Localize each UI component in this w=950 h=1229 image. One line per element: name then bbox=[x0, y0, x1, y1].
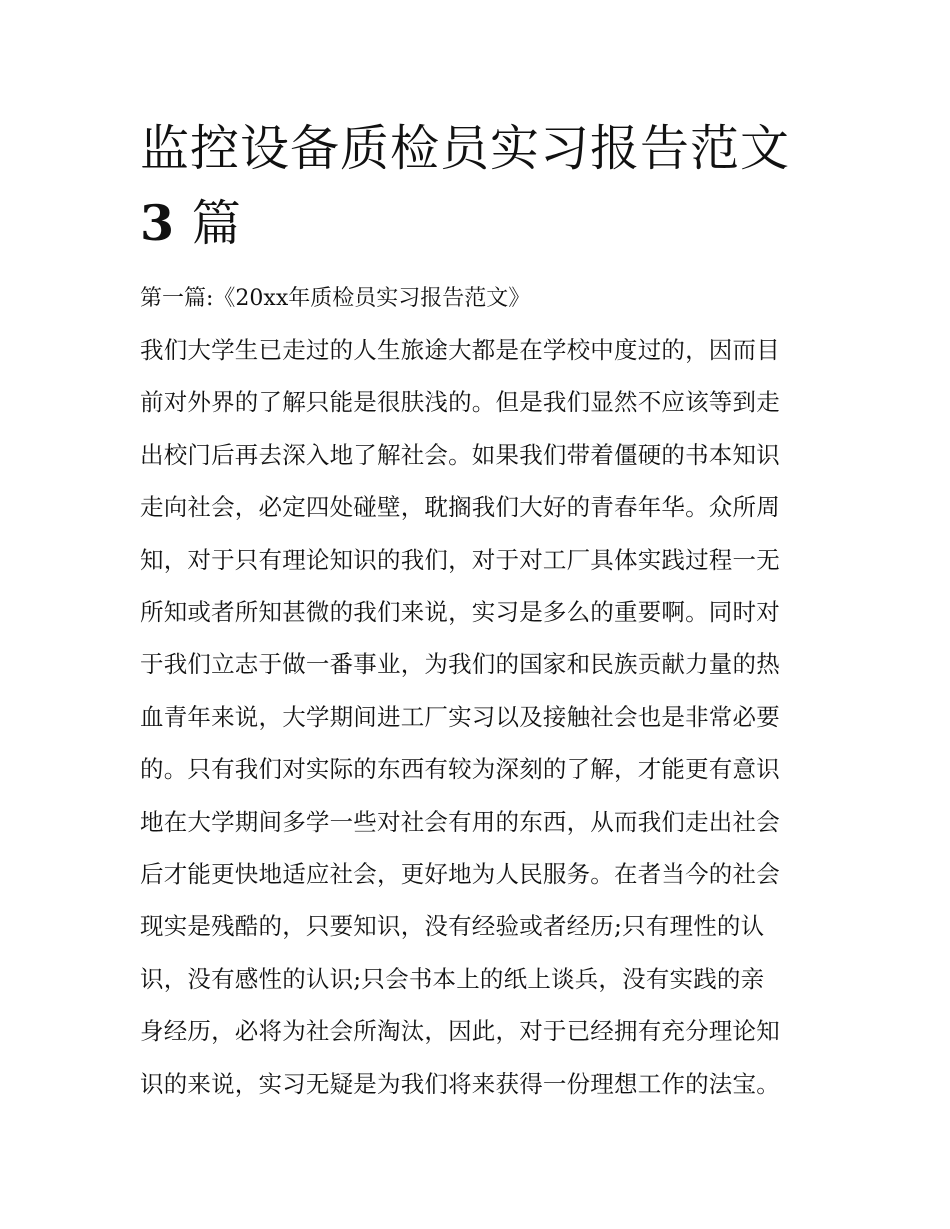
document-title bbox=[140, 112, 820, 261]
body-line: 识的来说，实习无疑是为我们将来获得一份理想工作的法宝。 bbox=[140, 1069, 780, 1098]
body-line: 识，没有感性的认识;只会书本上的纸上谈兵，没有实践的亲 bbox=[140, 964, 765, 993]
body-line: 于我们立志于做一番事业，为我们的国家和民族贡献力量的热 bbox=[140, 650, 780, 679]
body-line: 的。只有我们对实际的东西有较为深刻的了解，才能更有意识 bbox=[140, 755, 780, 784]
body-line: 知，对于只有理论知识的我们，对于对工厂具体实践过程一无 bbox=[140, 545, 780, 574]
body-line: 我们大学生已走过的人生旅途大都是在学校中度过的，因而目 bbox=[140, 336, 780, 364]
body-line: 血青年来说，大学期间进工厂实习以及接触社会也是非常必要 bbox=[140, 702, 780, 731]
body-line: 现实是残酷的，只要知识，没有经验或者经历;只有理性的认 bbox=[140, 912, 765, 941]
title-tail: 篇 bbox=[191, 195, 242, 252]
body-line: 身经历，必将为社会所淘汰，因此，对于已经拥有充分理论知 bbox=[140, 1017, 780, 1046]
title-main: 监控设备质检员实习报告范文 bbox=[140, 120, 791, 177]
title-number: 3 bbox=[140, 194, 176, 252]
body-line: 走向社会，必定四处碰壁，耽搁我们大好的青春年华。众所周 bbox=[140, 493, 780, 522]
body-line: 地在大学期间多学一些对社会有用的东西，从而我们走出社会 bbox=[140, 807, 780, 836]
section-heading: 第一篇:《20xx年质检员实习报告范文》 bbox=[140, 286, 531, 311]
body-line: 后才能更快地适应社会，更好地为人民服务。在者当今的社会 bbox=[140, 860, 780, 889]
body-line: 前对外界的了解只能是很肤浅的。但是我们显然不应该等到走 bbox=[140, 388, 780, 417]
body-line: 所知或者所知甚微的我们来说，实习是多么的重要啊。同时对 bbox=[140, 598, 780, 627]
body-line: 出校门后再去深入地了解社会。如果我们带着僵硬的书本知识 bbox=[140, 440, 780, 469]
body-paragraph bbox=[140, 324, 812, 1110]
